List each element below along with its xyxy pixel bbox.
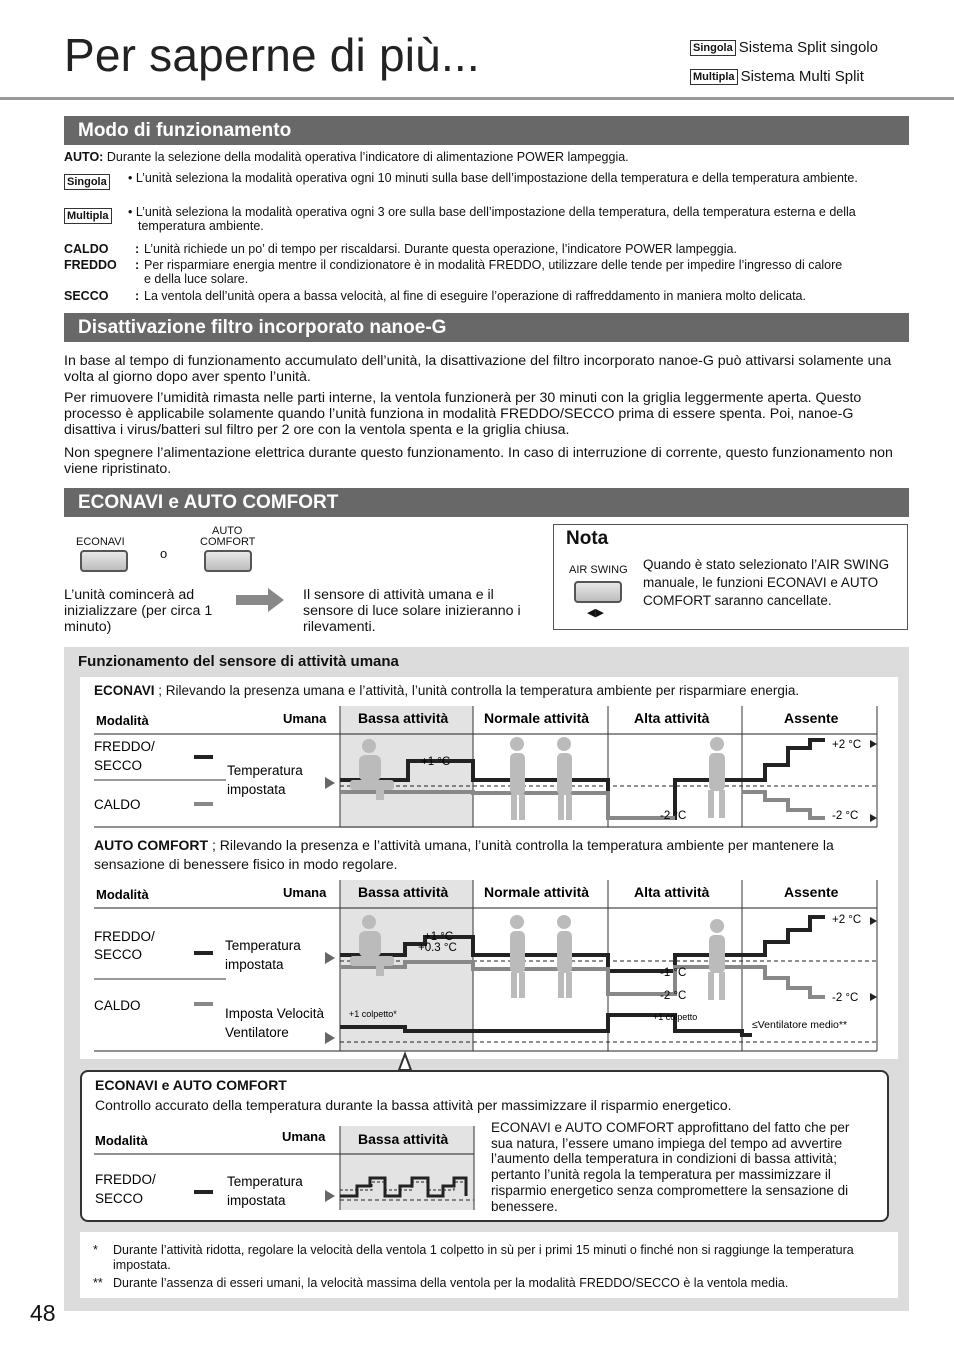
nanoe-paragraph-3: Non spegnere l’alimentazione elettrica durante questo funzionamento. In caso di interruzione di corrente, questo funzionamento non viene ripristinato. (64, 445, 893, 477)
caldo-label: CALDO (64, 242, 109, 256)
pointer-icon (870, 917, 877, 925)
temp-line-2: impostata (227, 1193, 286, 1208)
header-divider (0, 97, 954, 100)
footnotes (80, 1232, 898, 1298)
econavi-button-label: ECONAVI (76, 536, 125, 548)
label-minus2-a: -2 °C (660, 810, 687, 822)
freddo-line-2: SECCO (95, 1191, 144, 1206)
col-bassa: Bassa attività (358, 1131, 449, 1147)
page-title: Per saperne di più... (64, 29, 480, 81)
freddo-text: Per risparmiare energia mentre il condizionatore è in modalità FREDDO, utilizzare delle tende per impedire l’ingresso di calore e della luce solare. (144, 258, 843, 286)
pointer-icon (325, 952, 335, 964)
freddo-line-2: SECCO (94, 947, 143, 962)
col-assente: Assente (784, 884, 839, 900)
econavi-name: ECONAVI (94, 683, 155, 698)
caldo-colon: : (135, 242, 140, 256)
auto-text: Durante la selezione della modalità operativa l’indicatore di alimentazione POWER lampeggia. (106, 150, 629, 164)
secco-label: SECCO (64, 289, 109, 303)
temp-line-1: Temperatura (227, 763, 303, 778)
singola-tag: Singola (690, 40, 736, 56)
temp-line-1: Temperatura (225, 938, 301, 953)
freddo-label: FREDDO (64, 258, 117, 272)
multipla-label: Sistema Multi Split (740, 68, 864, 85)
auto-label: AUTO: (64, 150, 104, 164)
step2-text: Il sensore di attività umana e il sensore di luce solare inizieranno i rilevamenti. (303, 587, 521, 635)
col-normale: Normale attività (484, 710, 590, 726)
fan-line-1: Imposta Velocità (225, 1006, 325, 1021)
callout-pointer (399, 1054, 411, 1070)
singola-label: Sistema Split singolo (738, 39, 878, 56)
freddo-line-1: FREDDO/ (94, 739, 155, 754)
label-plus1: +1 °C (421, 756, 451, 768)
col-bassa: Bassa attività (358, 710, 449, 726)
label-minus2-b: -2 °C (832, 992, 859, 1004)
secco-colon: : (135, 289, 140, 303)
swing-arrows-icon: ◀▶ (587, 607, 604, 619)
note1-mark: * (93, 1243, 98, 1257)
modo-multipla-text: • L’unità seleziona la modalità operativa ogni 3 ore sulla base dell’impostazione della temperatura, della temperatura esterna e della temperatura ambiente. (128, 205, 856, 233)
arrow-right-icon (236, 588, 288, 612)
air-swing-button[interactable] (574, 581, 622, 603)
label-plus2: +2 °C (832, 914, 862, 926)
freddo-colon: : (135, 258, 140, 272)
autocomfort-diagram (80, 874, 900, 1070)
econ-box-subtitle: Controllo accurato della temperatura durante la bassa attività per massimizzare il risparmio energetico. (95, 1097, 732, 1113)
label-minus2-a: -2 °C (660, 990, 687, 1002)
econavi-diagram (80, 700, 900, 835)
temp-line-2: impostata (227, 782, 286, 797)
freddo-line-1: FREDDO/ (95, 1172, 156, 1187)
col-modalita: Modalità (96, 713, 149, 728)
label-plus03: +0.3 °C (418, 942, 457, 954)
temp-line-1: Temperatura (227, 1174, 303, 1189)
pointer-icon (870, 740, 877, 748)
col-bassa: Bassa attività (358, 884, 449, 900)
modo-multipla-tag: Multipla (64, 208, 112, 224)
autocomfort-desc-text: ; Rilevando la presenza e l’attività umana, l’unità controlla la temperatura ambiente per mantenere la sensazione di benessere fisico in modo regolare. (94, 837, 834, 872)
pointer-icon (870, 993, 877, 1001)
modo-singola-text: • L’unità seleziona la modalità operativa ogni 10 minuti sulla base dell’impostazione della temperatura e della temperatura ambiente. (128, 171, 858, 185)
note2-text: Durante l’assenza di esseri umani, la velocità massima della ventola per la modalità FREDDO/SECCO è la ventola media. (113, 1276, 789, 1290)
autocomfort-desc (94, 836, 884, 874)
caldo-label: CALDO (94, 797, 141, 812)
auto-line (64, 150, 909, 164)
econavi-button[interactable] (80, 550, 128, 572)
modo-singola-tag: Singola (64, 174, 110, 190)
label-minus1: -1 °C (660, 967, 687, 979)
econavi-desc (94, 683, 799, 698)
nanoe-paragraph-2: Per rimuovere l’umidità rimasta nelle parti interne, la ventola funzionerà per 30 minuti con la griglia leggermente aperta. Questo processo è applicabile solamente quando l’unità funziona in modalità FREDDO/SECCO prima di essere spenta. Poi, nanoe-G disattiva i virus/batteri sul filtro per 2 ore con la ventola spenta e la griglia chiusa. (64, 390, 862, 438)
caldo-curve-b (742, 967, 825, 997)
col-umana: Umana (283, 885, 327, 900)
col-alta: Alta attività (634, 884, 710, 900)
econ-detail-box (80, 1070, 889, 1222)
freddo-curve-b (742, 740, 825, 780)
pointer-icon (325, 1032, 335, 1044)
caldo-label: CALDO (94, 998, 141, 1013)
label-ventilatore: ≤Ventilatore medio** (752, 1019, 848, 1031)
caldo-text: L’unità richiede un po’ di tempo per riscaldarsi. Durante questa operazione, l’indicatore POWER lampeggia. (144, 242, 737, 256)
or-text: o (160, 546, 168, 561)
econ-box-text: ECONAVI e AUTO COMFORT approfittano del fatto che per sua natura, l’essere umano impiega del tempo ad avvertire l’aumento della temperatura in condizioni di bassa attività; pertanto l’unità regola la temperatura per massimizzare il risparmio energetico senza compromettere la sensazione di benessere. (491, 1120, 850, 1214)
nota-title: Nota (566, 528, 609, 549)
nota-box (553, 524, 908, 630)
col-alta: Alta attività (634, 710, 710, 726)
person-running-icon (708, 737, 725, 818)
col-assente: Assente (784, 710, 839, 726)
label-colpetto: +1 colpetto (653, 1012, 698, 1022)
page-number: 48 (30, 1300, 56, 1326)
label-plus1: +1 °C (424, 931, 454, 943)
temp-line-2: impostata (225, 957, 284, 972)
air-swing-label: AIR SWING (569, 564, 628, 576)
section-heading-nanoe: Disattivazione filtro incorporato nanoe-G (64, 313, 909, 342)
caldo-curve-b (742, 792, 825, 818)
nota-text: Quando è stato selezionato l’AIR SWING manuale, le funzioni ECONAVI e AUTO COMFORT saranno cancellate. (643, 557, 890, 608)
multipla-tag: Multipla (690, 69, 738, 85)
person-running-icon (708, 919, 725, 1000)
econavi-desc-text: ; Rilevando la presenza umana e l’attività, l’unità controlla la temperatura ambiente per risparmiare energia. (154, 683, 800, 698)
auto-comfort-label-1: AUTO (212, 525, 243, 537)
legend-singola (690, 39, 878, 56)
col-modalita: Modalità (96, 887, 149, 902)
label-minus2-b: -2 °C (832, 810, 859, 822)
step1-text: L’unità comincerà ad inizializzare (per circa 1 minuto) (64, 587, 213, 635)
freddo-line-1: FREDDO/ (94, 929, 155, 944)
note1-text: Durante l’attività ridotta, regolare la velocità della ventola 1 colpetto in sù per i primi 15 minuti o finché non si raggiunge la temperatura impostata. (113, 1243, 854, 1272)
pointer-icon (325, 1190, 335, 1202)
auto-comfort-label-2: COMFORT (200, 536, 256, 548)
fan-line-2: Ventilatore (225, 1025, 289, 1040)
col-umana: Umana (282, 1129, 326, 1144)
pointer-icon (870, 814, 877, 822)
section-heading-modo: Modo di funzionamento (64, 116, 909, 145)
label-plus2: +2 °C (832, 739, 862, 751)
freddo-curve-b (742, 917, 825, 955)
autocomfort-name: AUTO COMFORT (94, 837, 209, 853)
legend-multipla (690, 68, 864, 85)
econ-box-title: ECONAVI e AUTO COMFORT (95, 1077, 287, 1093)
freddo-line-2: SECCO (94, 758, 143, 773)
nanoe-paragraph-1: In base al tempo di funzionamento accumulato dell’unità, la disattivazione del filtro incorporato nanoe-G può attivarsi solamente una volta al giorno dopo aver spento l’unità. (64, 353, 892, 385)
col-normale: Normale attività (484, 884, 590, 900)
sensor-heading: Funzionamento del sensore di attività umana (78, 653, 399, 670)
section-heading-econavi: ECONAVI e AUTO COMFORT (64, 488, 909, 517)
col-umana: Umana (283, 711, 327, 726)
note2-mark: ** (93, 1276, 103, 1290)
secco-text: La ventola dell’unità opera a bassa velocità, al fine di eseguire l’operazione di raffreddamento in maniera molto delicata. (144, 289, 806, 303)
label-colpetto-star: +1 colpetto* (349, 1009, 397, 1019)
econ-box-diagram (82, 1120, 482, 1214)
auto-comfort-button[interactable] (204, 550, 252, 572)
pointer-icon (325, 777, 335, 789)
col-modalita: Modalità (95, 1133, 148, 1148)
